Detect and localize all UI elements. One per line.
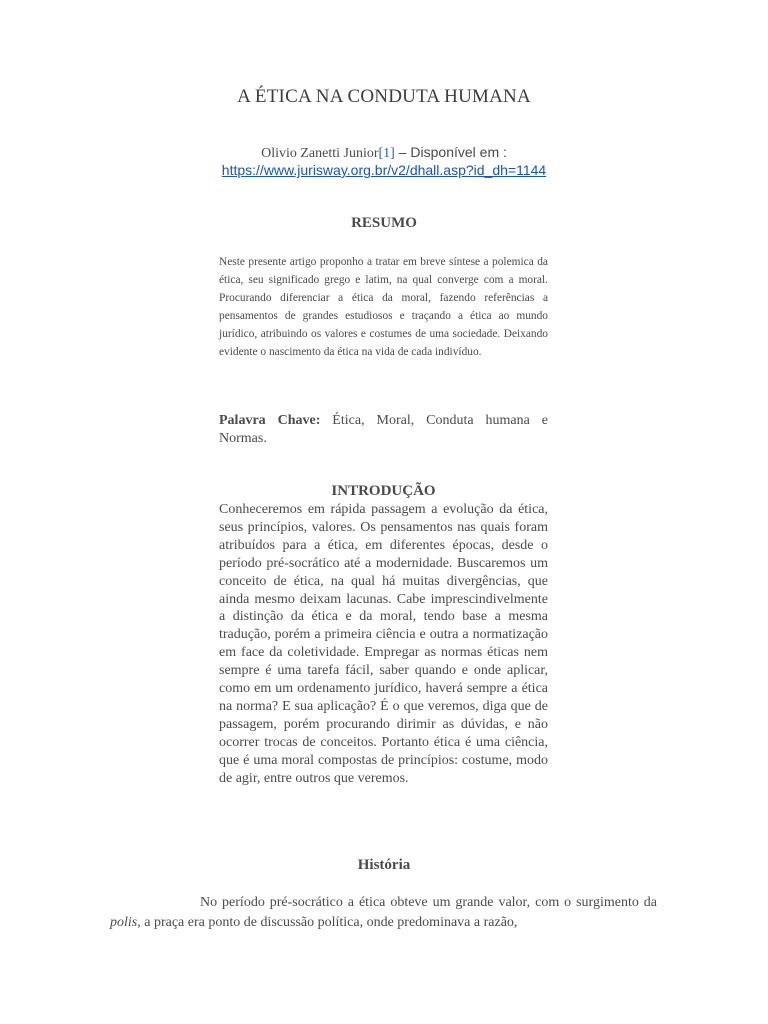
historia-text-after: , a praça era ponto de discussão política, onde predominava a razão, (137, 915, 518, 930)
document-title: A ÉTICA NA CONDUTA HUMANA (237, 86, 531, 107)
availability-label: – Disponível em : (394, 144, 507, 160)
historia-heading: História (357, 857, 411, 873)
historia-paragraph (110, 893, 657, 933)
source-url-link[interactable]: https://www.jurisway.org.br/v2/dhall.asp?id_dh=1144 (221, 162, 547, 178)
historia-italic-term: polis (110, 915, 138, 930)
footnote-reference-link[interactable]: [1] (378, 146, 395, 161)
historia-text-before: No período pré-socrático a ética obteve um grande valor, com o surgimento da (200, 895, 657, 910)
resumo-heading: RESUMO (351, 215, 417, 231)
keywords-label: Palavra Chave: (219, 413, 321, 428)
introducao-text: Conheceremos em rápida passagem a evolução da ética, seus princípios, valores. Os pensamentos nas quais foram atribuídos para a ética, em diferentes épocas, desde o período pré-socrático até a modernidade. Buscaremos um conceito de ética, na qual há muitas divergências, que ainda mesmo deixam lacunas. Cabe imprescindivelmente a distinção da ética e da moral, tendo base a mesma tradução, porém a primeira ciência e outra a normatização em face da coletividade. Empregar as normas éticas nem sempre é uma tarefa fácil, saber quando e onde aplicar, como em um ordenamento jurídico, haverá sempre a ética na norma? E sua aplicação? É o que veremos, diga que de passagem, porém procurando dirimir as dúvidas, e não ocorrer trocas de conceitos. Portanto ética é uma ciência, que é uma moral compostas de princípios: costume, modo de agir, entre outros que veremos. (219, 502, 548, 786)
keywords-paragraph (219, 412, 548, 448)
source-link-line (0, 162, 768, 178)
author-line (0, 144, 768, 162)
resumo-text: Neste presente artigo proponho a tratar em breve síntese a polemica da ética, seu significado grego e latim, na qual converge com a moral. Procurando diferenciar a ética da moral, fazendo referências a pensamentos de grandes estudiosos e traçando a ética ao mundo jurídico, atribuindo os valores e costumes de uma sociedade. Deixando evidente o nascimento da ética na vida de cada indivíduo. (219, 256, 548, 358)
introducao-heading: INTRODUÇÃO (331, 483, 436, 499)
keywords-text: Ética, Moral, Conduta humana e Normas. (219, 413, 548, 446)
author-name: Olivio Zanetti Junior (261, 146, 379, 161)
